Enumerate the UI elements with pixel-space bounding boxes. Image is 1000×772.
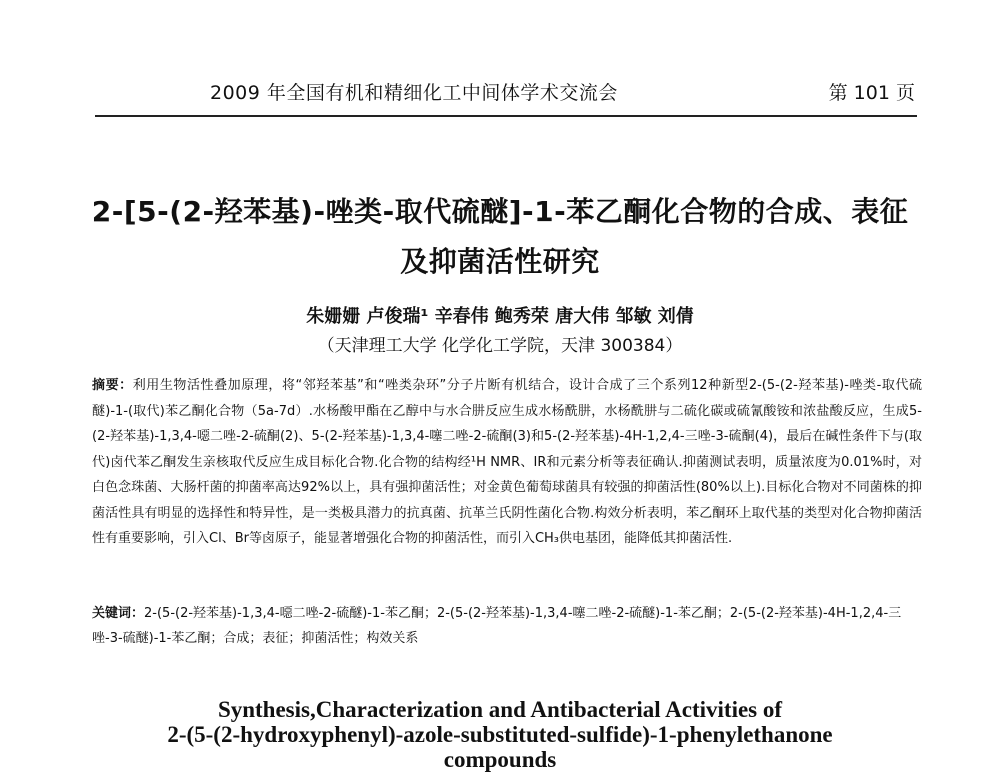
english-title-line-3: compounds [443,747,557,772]
abstract-text: 利用生物活性叠加原理，将“邻羟苯基”和“唑类杂环”分子片断有机结合，设计合成了三个系列12种新型2-(5-(2-羟苯基)-唑类-取代硫醚)-1-(取代)苯乙酮化合物（5a-7d）.水杨酸甲酯在乙醇中与水合肼反应生成水杨酰肼，水杨酰肼与二硫化碳或硫氰酸铵和浓盐酸反应，生成5-(2-羟苯基)-1,3,4-噁二唑-2-硫酮(2)、5-(2-羟苯基)-1,3,4-噻二唑-2-硫酮(3)和5-(2-羟苯基)-4H-1,2,4-三唑-3-硫酮(4)，最后在碱性条件下与(取代)卤代苯乙酮发生亲核取代反应生成目标化合物.化合物的结构经¹H NMR、IR和元素分析等表征确认.抑菌测试表明，质量浓度为0.01%时，对白色念珠菌、大肠杆菌的抑菌率高达92%以上，具有强抑菌活性；对金黄色葡萄球菌具有较强的抑菌活性(80%以上).目标化合物对不同菌株的抑菌活性具有明显的选择性和特异性，是一类极具潜力的抗真菌、抗革兰氏阴性菌化合物.构效分析表明，苯乙酮环上取代基的类型对化合物抑菌活性有重要影响，引入Cl、Br等卤原子，能显著增强化合物的抑菌活性，而引入CH₃供电基团，能降低其抑菌活性. [92,378,922,546]
running-header [95,74,915,108]
chinese-title-line-2: 及抑菌活性研究 [400,244,600,278]
english-title-line-1: Synthesis,Characterization and Antibacterial Activities of [217,697,783,723]
authors: 朱姗姗 卢俊瑞¹ 辛春伟 鲍秀荣 唐大伟 邹敏 刘倩 [306,306,694,327]
header-rule [95,115,917,117]
keywords-text: 2-(5-(2-羟苯基)-1,3,4-噁二唑-2-硫醚)-1-苯乙酮；2-(5-(2-羟苯基)-1,3,4-噻二唑-2-硫醚)-1-苯乙酮；2-(5-(2-羟苯基)-4H-1,2,4-三唑-3-硫醚)-1-苯乙酮；合成；表征；抑菌活性；构效关系 [92,606,902,646]
page-number: 第 101 页 [828,82,915,104]
abstract-label: 摘要： [92,378,133,393]
keywords-label: 关键词： [92,606,145,621]
english-title [40,697,960,772]
abstract [92,373,922,552]
conference-name: 2009 年全国有机和精细化工中间体学术交流会 [210,82,618,104]
affiliation: （天津理工大学 化学化工学院，天津 300384） [317,336,683,356]
keywords [92,601,922,651]
chinese-title-line-1: 2-[5-(2-羟苯基)-唑类-取代硫醚]-1-苯乙酮化合物的合成、表征 [91,194,909,228]
english-title-line-2: 2-(5-(2-hydroxyphenyl)-azole-substituted-sulfide)-1-phenylethanone [167,722,833,748]
chinese-title [60,187,940,287]
